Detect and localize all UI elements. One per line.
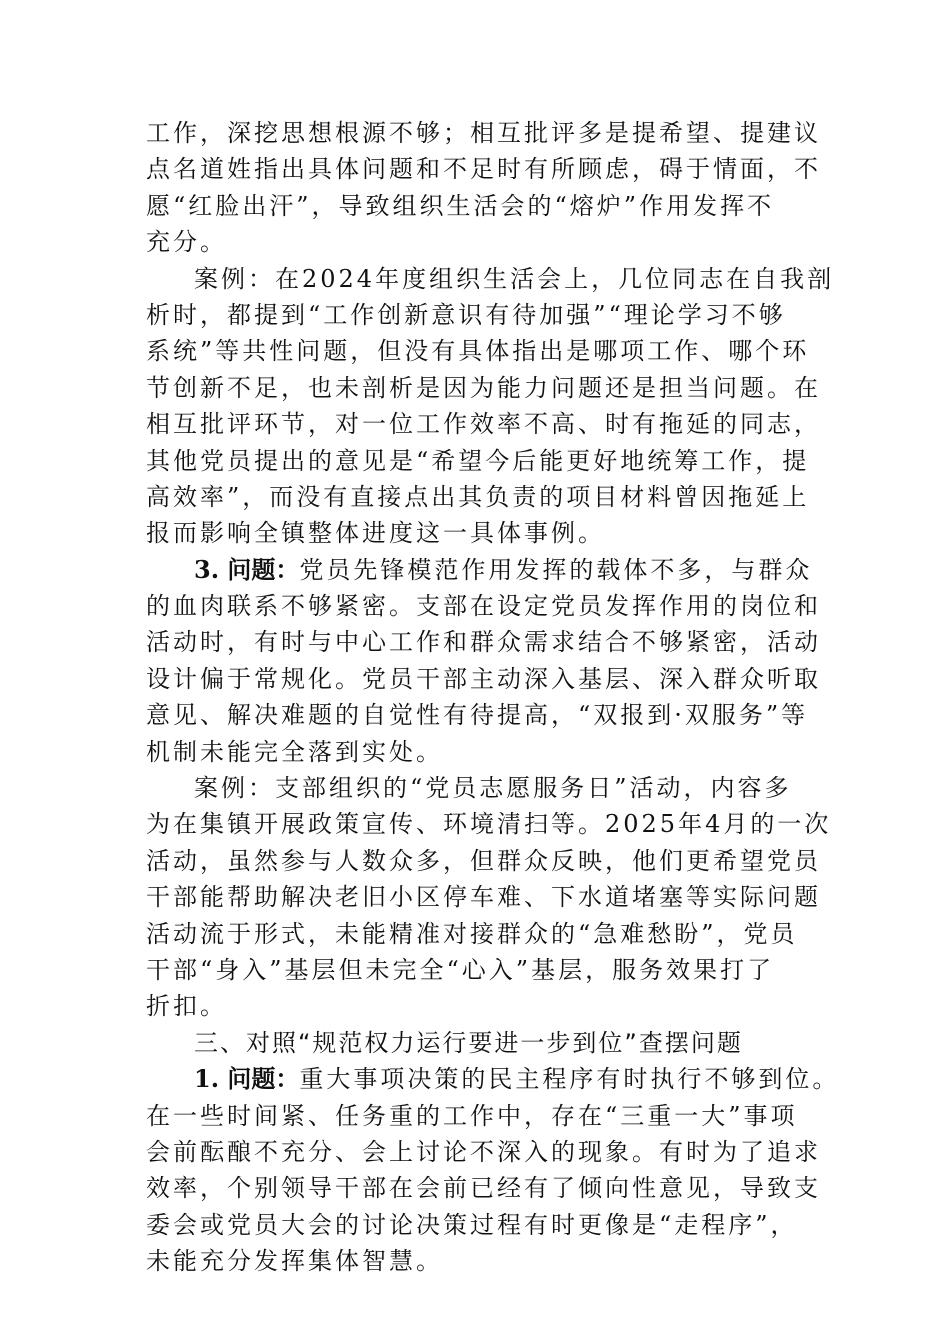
text-line: 其他党员提出的意见是“希望今后能更好地统筹工作，提 xyxy=(146,446,810,475)
text-line: 高效率”，而没有直接点出其负责的项目材料曾因拖延上 xyxy=(146,482,810,511)
text-line: 意见、解决难题的自觉性有待提高，“双报到·双服务”等 xyxy=(146,701,809,730)
text-line: 折扣。 xyxy=(146,992,227,1021)
problem-label: 3. 问题： xyxy=(194,554,300,584)
text-line: 党员先锋模范作用发挥的载体不多，与群众 xyxy=(299,555,813,584)
text-line: 机制未能完全落到实处。 xyxy=(146,737,443,766)
text-line: 点名道姓指出具体问题和不足时有所顾虑，碍于情面，不 xyxy=(146,155,821,184)
text-line: 报而影响全镇整体进度这一具体事例。 xyxy=(146,519,605,548)
text-line: 愿“红脸出汗”，导致组织生活会的“熔炉”作用发挥不 xyxy=(146,191,775,220)
text-line: 案例：支部组织的“党员志愿服务日”活动，内容多 xyxy=(194,774,792,803)
text-line: 活动时，有时与中心工作和群众需求结合不够紧密，活动 xyxy=(146,628,821,657)
text-line: 工作，深挖思想根源不够；相互批评多是提希望、提建议 xyxy=(146,119,821,147)
text-line: 相互批评环节，对一位工作效率不高、时有拖延的同志， xyxy=(146,410,821,439)
text-line: 委会或党员大会的讨论决策过程有时更像是“走程序”， xyxy=(146,1210,798,1239)
document-body xyxy=(146,115,840,1280)
text-line: 会前酝酿不充分、会上讨论不深入的现象。有时为了追求 xyxy=(146,1137,821,1166)
text-line: 为在集镇开展政策宣传、环境清扫等。2025年4月的一次 xyxy=(146,810,832,839)
text-line: 重大事项决策的民主程序有时执行不够到位。 xyxy=(299,1065,840,1094)
text-line: 系统”等共性问题，但没有具体指出是哪项工作、哪个环 xyxy=(146,337,810,366)
problem-1-line xyxy=(146,1061,840,1097)
text-line: 未能充分发挥集体智慧。 xyxy=(146,1247,443,1276)
text-line: 干部能帮助解决老旧小区停车难、下水道堵塞等实际问题 xyxy=(146,883,821,912)
text-line: 充分。 xyxy=(146,228,227,257)
section-heading: 三、对照“规范权力运行要进一步到位”查摆问题 xyxy=(194,1028,743,1057)
text-line: 效率，个别领导干部在会前已经有了倾向性意见，导致支 xyxy=(146,1174,821,1203)
text-line: 在一些时间紧、任务重的工作中，存在“三重一大”事项 xyxy=(146,1101,798,1130)
text-line: 节创新不足，也未剖析是因为能力问题还是担当问题。在 xyxy=(146,373,821,402)
text-line: 析时，都提到“工作创新意识有待加强”“理论学习不够 xyxy=(146,300,786,329)
text-line: 活动流于形式，未能精准对接群众的“急难愁盼”，党员 xyxy=(146,919,798,948)
text-line: 设计偏于常规化。党员干部主动深入基层、深入群众听取 xyxy=(146,664,821,693)
text-line: 活动，虽然参与人数众多，但群众反映，他们更希望党员 xyxy=(146,846,821,875)
text-line: 的血肉联系不够紧密。支部在设定党员发挥作用的岗位和 xyxy=(146,592,821,621)
text-line: 干部“身入”基层但未完全“心入”基层，服务效果打了 xyxy=(146,955,775,984)
problem-label: 1. 问题： xyxy=(194,1064,300,1094)
text-line: 案例：在2024年度组织生活会上，几位同志在自我剖 xyxy=(194,264,835,293)
problem-3-line xyxy=(146,552,818,588)
